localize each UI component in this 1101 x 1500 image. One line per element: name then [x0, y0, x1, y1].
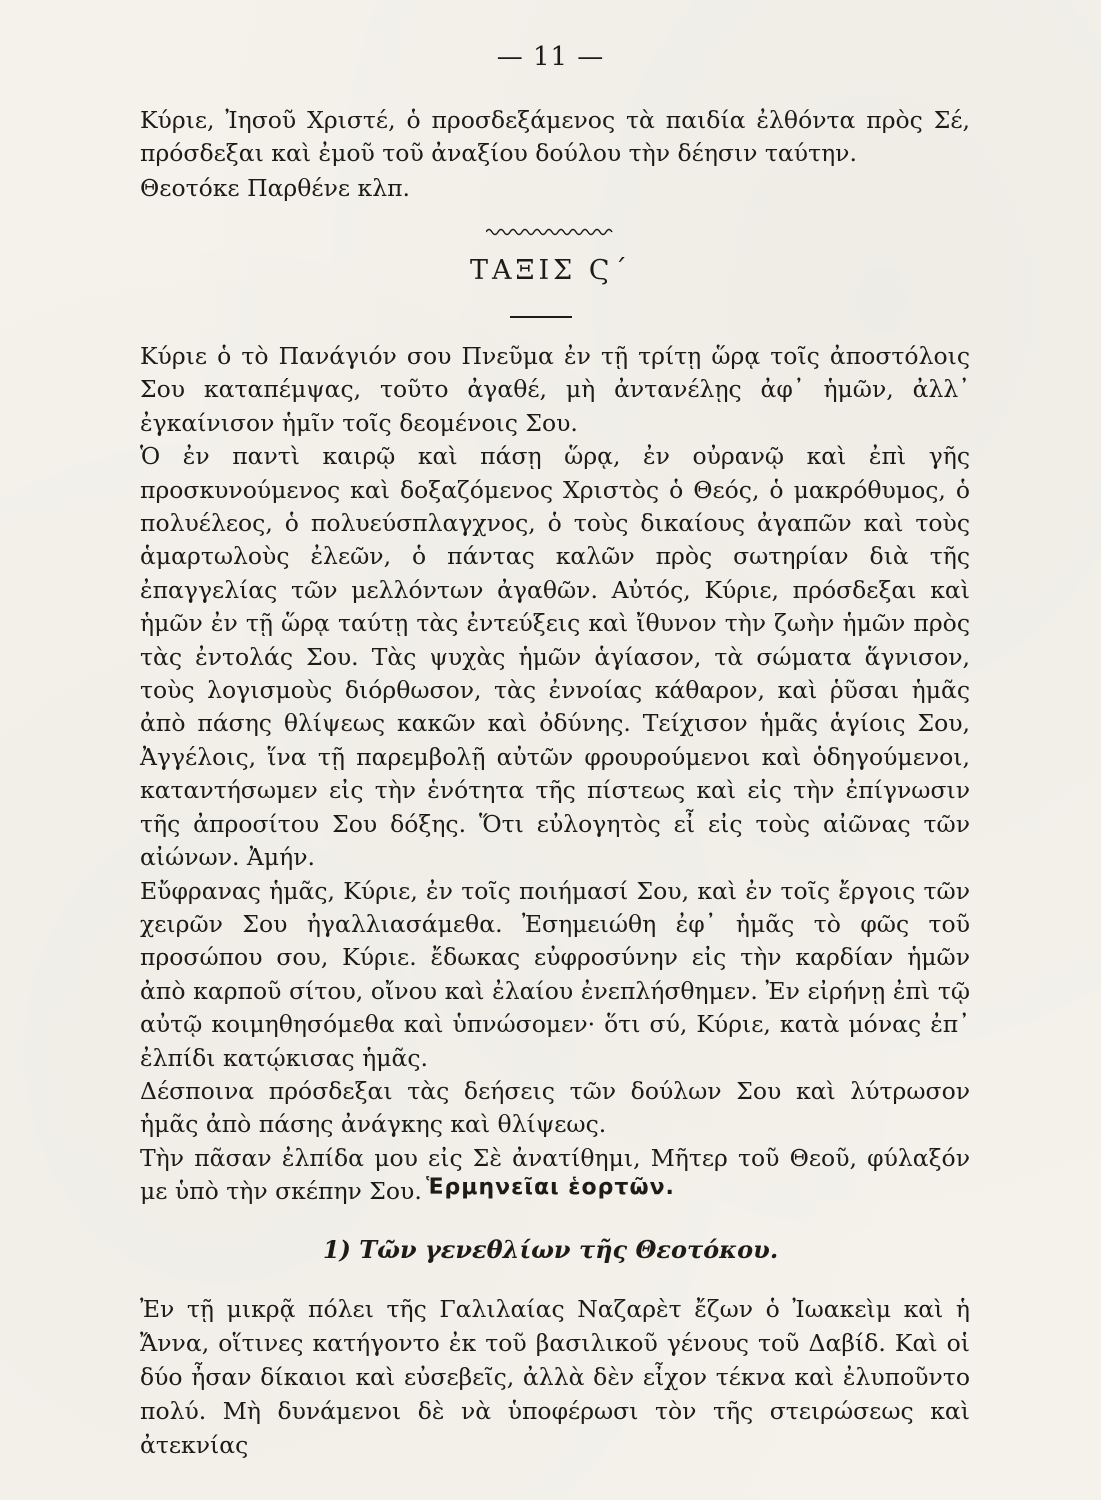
subsection-heading: 1) Τῶν γενεθλίων τῆς Θεοτόκου.: [322, 1235, 779, 1264]
prayer-text: Κύριε, Ἰησοῦ Χριστέ, ὁ προσδεξάμενος τὰ παιδία ἐλθόντα πρὸς Σέ, πρόσδεξαι καὶ ἐμοῦ τοῦ ἀναξίου δούλου τὴν δέησιν ταύτην.: [140, 106, 970, 168]
theotoke-line: [140, 172, 970, 205]
main-text-block: [140, 340, 970, 1209]
feasts-heading: Ἑρμηνεῖαι ἑορτῶν.: [426, 1175, 675, 1200]
wavy-line-icon: [486, 227, 616, 237]
paragraph-theotokos-plea: Δέσποινα πρόσδεξαι τὰς δεήσεις τῶν δούλων Σου καὶ λύτρωσον ἡμᾶς ἀπὸ πάσης ἀνάγκης καὶ θλίψεως.: [140, 1076, 970, 1139]
paragraph-nativity-story: Ἐν τῇ μικρᾷ πόλει τῆς Γαλιλαίας Ναζαρὲτ ἔζων ὁ Ἰωακεὶμ καὶ ἡ Ἄννα, οἵτινες κατήγοντο ἐκ τοῦ βασιλικοῦ γένους τοῦ Δαβίδ. Καὶ οἱ δύο ἦσαν δίκαιοι καὶ εὐσεβεῖς, ἀλλὰ δὲν εἶχον τέκνα καὶ ἐλυποῦντο πολύ. Μὴ δυνάμενοι δὲ νὰ ὑποφέρωσι τὸν τῆς στειρώσεως καὶ ἀτεκνίας: [140, 1295, 970, 1459]
paragraph-christ-prayer: Ὁ ἐν παντὶ καιρῷ καὶ πάσῃ ὥρᾳ, ἐν οὐρανῷ καὶ ἐπὶ γῆς προσκυνούμενος καὶ δοξαζόμενος Χριστὸς ὁ Θεός, ὁ μακρόθυμος, ὁ πολυέλεος, ὁ πολυεύσπλαγχνος, ὁ τοὺς δικαίους ἀγαπῶν καὶ τοὺς ἁμαρτωλοὺς ἐλεῶν, ὁ πάντας καλῶν πρὸς σωτηρίαν διὰ τῆς ἐπαγγελίας τῶν μελλόντων ἀγαθῶν. Αὐτός, Κύριε, πρόσδεξαι καὶ ἡμῶν ἐν τῇ ὥρᾳ ταύτῃ τὰς ἐντεύξεις καὶ ἴθυνον τὴν ζωὴν ἡμῶν πρὸς τὰς ἐντολάς Σου. Τὰς ψυχὰς ἡμῶν ἁγίασον, τὰ σώματα ἅγνισον, τοὺς λογισμοὺς διόρθωσον, τὰς ἐννοίας κάθαρον, καὶ ῥῦσαι ἡμᾶς ἀπὸ πάσης θλίψεως κακῶν καὶ ὀδύνης. Τείχισον ἡμᾶς ἁγίοις Σου, Ἀγγέλοις, ἵνα τῇ παρεμβολῇ αὐτῶν φρουρούμενοι καὶ ὁδηγούμενοι, καταντήσωμεν εἰς τὴν ἑνότητα τῆς πίστεως καὶ εἰς τὴν ἐπίγνωσιν τῆς ἀπροσίτου Σου δόξης. Ὅτι εὐλογητὸς εἶ εἰς τοὺς αἰῶνας τῶν αἰώνων. Ἀμήν.: [140, 442, 970, 872]
theotoke-text: Θεοτόκε Παρθένε κλπ.: [140, 174, 410, 202]
final-paragraph-block: [140, 1292, 970, 1462]
page-number: — 11 —: [496, 42, 605, 72]
paragraph-hope-prayer: Τὴν πᾶσαν ἐλπίδα μου εἰς Σὲ ἀνατίθημι, Μῆτερ τοῦ Θεοῦ, φύλαξόν με ὑπὸ τὴν σκέπην Σου.: [140, 1143, 970, 1206]
wavy-ornament-divider: [0, 222, 1101, 234]
prayer-paragraph: [140, 104, 970, 171]
paragraph-pentecost-prayer: Κύριε ὁ τὸ Πανάγιόν σου Πνεῦμα ἐν τῇ τρίτῃ ὥρᾳ τοῖς ἀποστόλοις Σου καταπέμψας, τοῦτο ἀγαθέ, μὴ ἀντανέλῃς ἀφ᾿ ἡμῶν, ἀλλ᾿ ἐγκαίνισον ἡμῖν τοῖς δεομένοις Σου.: [140, 342, 970, 437]
section-heading: ΤΑΞΙΣ Ϛ΄: [469, 255, 631, 286]
section-underline: [510, 316, 572, 318]
paragraph-evening-psalm: Εὔφρανας ἡμᾶς, Κύριε, ἐν τοῖς ποιήμασί Σου, καὶ ἐν τοῖς ἔργοις τῶν χειρῶν Σου ἠγαλλιασάμεθα. Ἐσημειώθη ἐφ᾿ ἡμᾶς τὸ φῶς τοῦ προσώπου σου, Κύριε. ἔδωκας εὐφροσύνην εἰς τὴν καρδίαν ἡμῶν ἀπὸ καρποῦ σίτου, οἴνου καὶ ἐλαίου ἐνεπλήσθημεν. Ἐν εἰρήνῃ ἐπὶ τῷ αὐτῷ κοιμηθησόμεθα καὶ ὑπνώσομεν· ὅτι σύ, Κύριε, κατὰ μόνας ἐπ᾿ ἐλπίδι κατῴκισας ἡμᾶς.: [140, 876, 970, 1072]
